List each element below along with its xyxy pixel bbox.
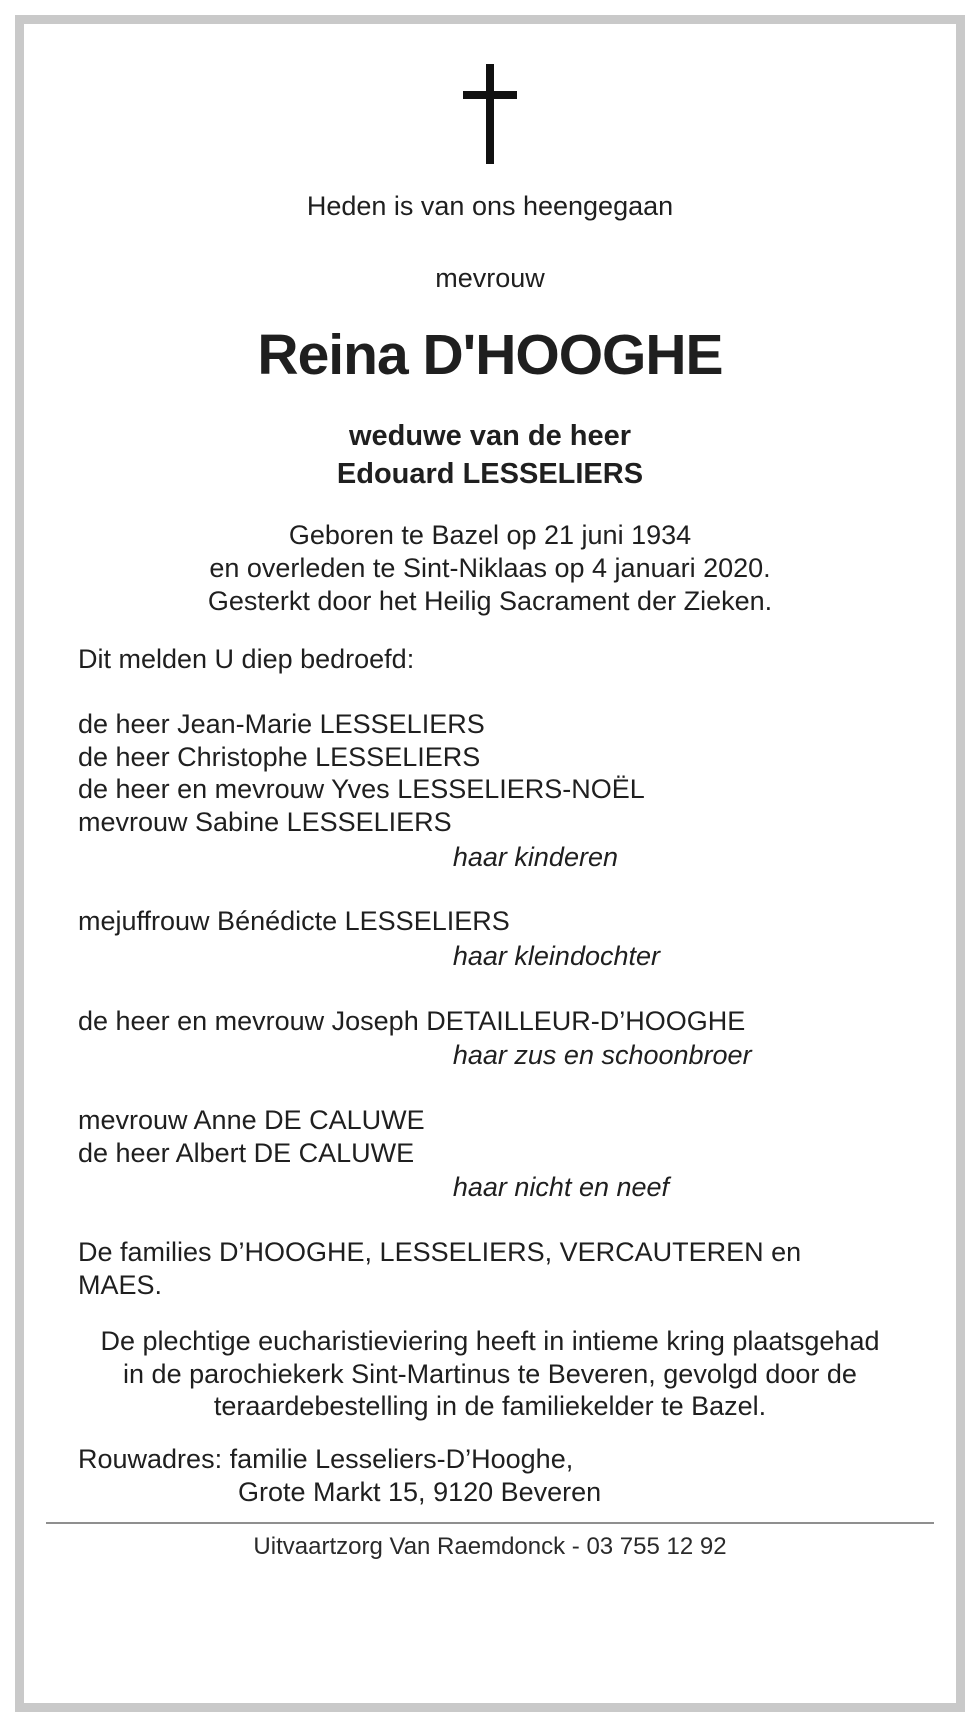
families-line: De families D’HOOGHE, LESSELIERS, VERCAUTEREN en MAES. [78,1236,802,1300]
birth-line: Geboren te Bazel op 21 juni 1934 [288,520,692,551]
mourner-group-sister [50,1005,930,1072]
mourning-address-line-1: Rouwadres: familie Lesseliers-D’Hooghe, [78,1444,574,1475]
mourner-group-children [50,708,930,873]
relation-label: haar kinderen [452,841,618,872]
mourner-line: de heer Christophe LESSELIERS [78,741,481,772]
mourner-line: de heer en mevrouw Joseph DETAILLEUR-D’HOOGHE [78,1005,746,1036]
mourner-group-niece-nephew [50,1104,930,1204]
announcement-line: Dit melden U diep bedroefd: [78,644,415,675]
mourner-line: de heer Jean-Marie LESSELIERS [78,708,485,739]
salutation-line: mevrouw [435,263,545,294]
widow-line: weduwe van de heer [348,419,632,452]
relation-label: haar kleindochter [452,940,661,971]
mourner-line: mevrouw Anne DE CALUWE [78,1104,425,1135]
relation-label: haar zus en schoonbroer [452,1040,752,1071]
vitals-block [50,519,930,617]
ceremony-paragraph: De plechtige eucharistieviering heeft in intieme kring plaatsgehad in de parochiekerk Sint-Martinus te Beveren, gevolgd door de teraardebestelling in de familiekelder te Bazel. [100,1326,880,1422]
funeral-home-footer: Uitvaartzorg Van Raemdonck - 03 755 12 92 [253,1533,727,1561]
relation-label: haar nicht en neef [452,1172,670,1203]
widow-block [50,418,930,493]
mourner-group-granddaughter [50,905,930,972]
intro-line: Heden is van ons heengegaan [306,190,674,221]
obituary-content [50,64,930,1561]
divider-line [46,1522,934,1524]
spouse-name: Edouard LESSELIERS [336,457,644,490]
obituary-frame [15,15,965,1712]
mourner-line: de heer Albert DE CALUWE [78,1137,415,1168]
mourning-address-line-2: Grote Markt 15, 9120 Beveren [238,1476,602,1507]
mourner-line: mevrouw Sabine LESSELIERS [78,806,452,837]
mourner-line: de heer en mevrouw Yves LESSELIERS-NOËL [78,774,645,805]
cross-icon [50,64,930,172]
death-line: en overleden te Sint-Niklaas op 4 januari 2020. [209,553,771,583]
mourning-address-block [50,1443,930,1508]
mourner-line: mejuffrouw Bénédicte LESSELIERS [78,906,510,937]
sacrament-line: Gesterkt door het Heilig Sacrament der Zieken. [207,585,773,616]
deceased-name: Reina D'HOOGHE [257,322,723,387]
